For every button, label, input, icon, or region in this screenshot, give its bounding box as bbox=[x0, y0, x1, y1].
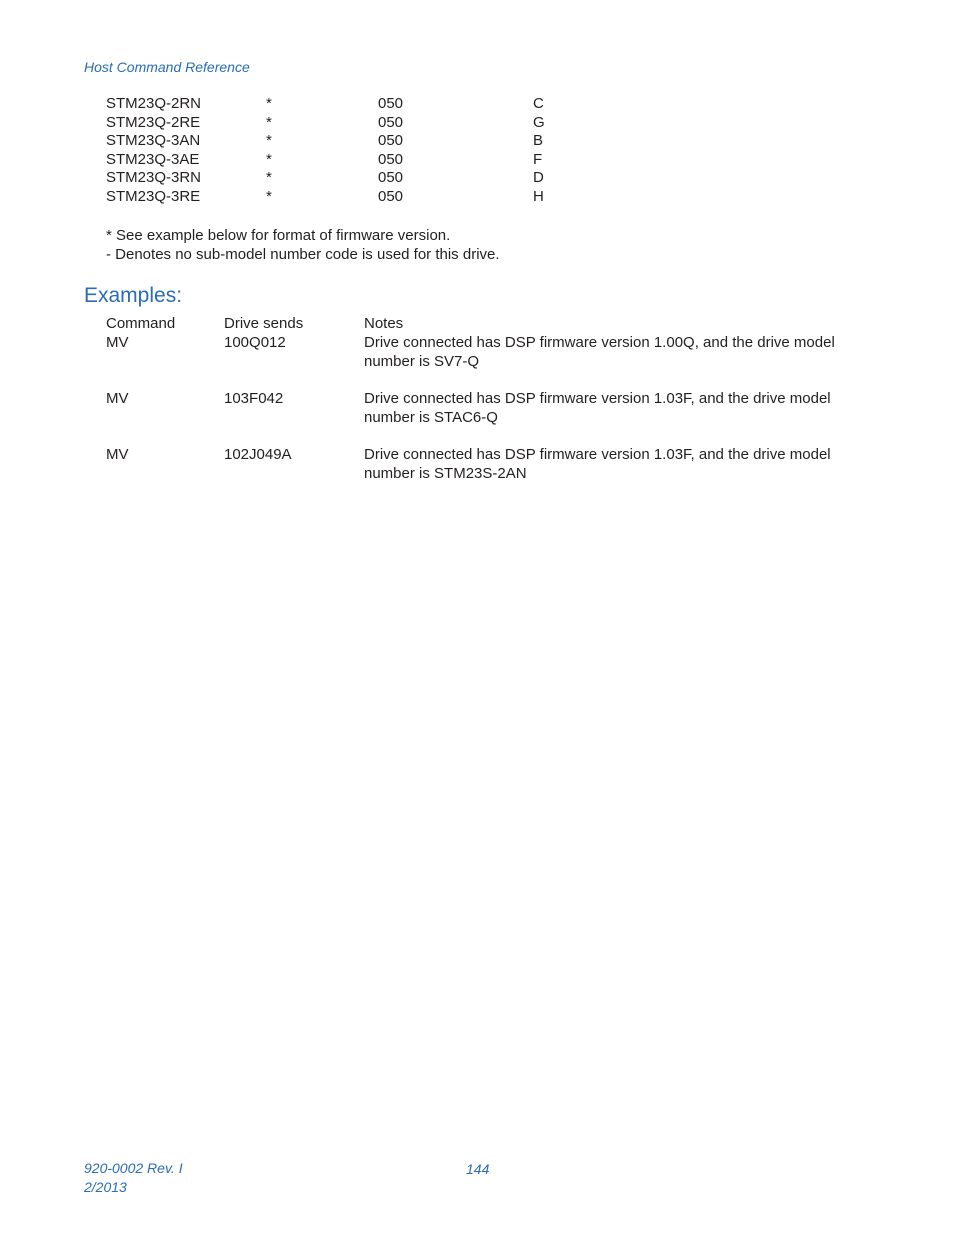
note-no-sub-model: - Denotes no sub-model number code is used for this drive. bbox=[106, 245, 500, 263]
example-notes: Drive connected has DSP firmware version 1.00Q, and the drive model number is SV7-Q bbox=[364, 334, 835, 370]
model-cell: STM23Q-3RN bbox=[106, 169, 202, 187]
table-row bbox=[106, 446, 866, 502]
example-drive-sends: 100Q012 bbox=[224, 334, 286, 351]
firmware-cell: 050 bbox=[378, 169, 404, 187]
model-cell: STM23Q-3AN bbox=[106, 132, 201, 150]
example-command: MV bbox=[106, 390, 129, 407]
sub-model-cell: * bbox=[266, 113, 272, 131]
example-drive-sends: 102J049A bbox=[224, 446, 292, 463]
code-cell: H bbox=[533, 187, 544, 205]
header-drive-sends: Drive sends bbox=[224, 315, 304, 332]
code-cell: B bbox=[533, 132, 544, 150]
code-cell: G bbox=[533, 113, 545, 131]
table-row bbox=[106, 334, 866, 390]
firmware-cell: 050 bbox=[378, 132, 404, 150]
sub-model-cell: * bbox=[266, 169, 272, 187]
example-notes: Drive connected has DSP firmware version 1.03F, and the drive model number is STM23S-2AN bbox=[364, 446, 831, 482]
page-number: 144 bbox=[466, 1161, 490, 1177]
footer-date: 2/2013 bbox=[84, 1179, 127, 1195]
table-notes bbox=[106, 227, 500, 264]
code-cell: F bbox=[533, 150, 543, 168]
page-header-title: Host Command Reference bbox=[84, 59, 250, 75]
examples-header-row bbox=[106, 315, 866, 334]
firmware-cell: 050 bbox=[378, 187, 404, 205]
model-cell: STM23Q-2RN bbox=[106, 95, 202, 112]
example-notes: Drive connected has DSP firmware version 1.03F, and the drive model number is STAC6-Q bbox=[364, 390, 831, 426]
code-cell: D bbox=[533, 169, 544, 187]
model-cell: STM23Q-2RE bbox=[106, 113, 201, 131]
firmware-cell: 050 bbox=[378, 150, 404, 168]
model-cell: STM23Q-3RE bbox=[106, 187, 201, 205]
footer-doc-number: 920-0002 Rev. I bbox=[84, 1160, 183, 1176]
footer-doc-info bbox=[84, 1159, 183, 1197]
code-cell: C bbox=[533, 95, 544, 112]
firmware-cell: 050 bbox=[378, 113, 404, 131]
firmware-cell: 050 bbox=[378, 95, 404, 112]
examples-heading: Examples: bbox=[84, 284, 183, 307]
sub-model-cell: * bbox=[266, 132, 272, 150]
header-notes: Notes bbox=[364, 315, 404, 332]
example-command: MV bbox=[106, 334, 129, 351]
example-command: MV bbox=[106, 446, 129, 463]
model-cell: STM23Q-3AE bbox=[106, 150, 200, 168]
sub-model-cell: * bbox=[266, 187, 272, 205]
examples-table bbox=[106, 315, 866, 502]
sub-model-cell: * bbox=[266, 150, 272, 168]
header-command: Command bbox=[106, 315, 176, 332]
example-drive-sends: 103F042 bbox=[224, 390, 284, 407]
table-row bbox=[106, 390, 866, 446]
note-firmware-format: * See example below for format of firmware version. bbox=[106, 227, 451, 244]
sub-model-cell: * bbox=[266, 95, 272, 112]
